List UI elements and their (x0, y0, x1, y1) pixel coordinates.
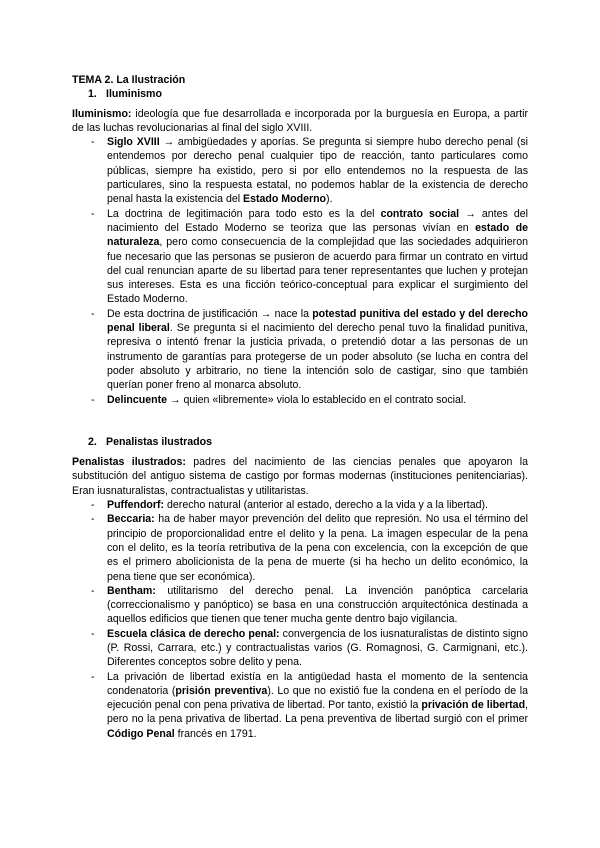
list-item (72, 307, 528, 393)
bullet-dash: - (91, 584, 95, 597)
item-text: ). Lo que no existió fue la condena en el período de la ejecución penal con pena privativa de libertad. Por tanto, existió la (107, 684, 528, 712)
bullet-dash: - (91, 207, 95, 220)
list-item (72, 512, 528, 583)
list-item (72, 627, 528, 670)
section-number: 1. (88, 88, 97, 101)
section-intro-paragraph (72, 107, 528, 136)
defined-term: Penalistas ilustrados: (72, 456, 186, 469)
section-intro-paragraph (72, 455, 528, 498)
bold-term: Bentham: (107, 584, 156, 597)
section-heading-iluminismo (72, 87, 528, 101)
item-text: . Se pregunta si el nacimiento del derecho penal tuvo la finalidad punitiva, represiva o intentó frenar la justicia privada, o pretendió dotar a las personas de un instrumento de garantías para protegerse de un poder absoluto (se lucha en contra del poder absoluto y arbitrario, no tiene la intención solo de castigar, sino que también querían poner freno al monarca absoluto. (107, 322, 528, 392)
bold-term: potestad punitiva del estado y del derecho penal liberal (107, 307, 529, 335)
item-text: utilitarismo del derecho penal. La invención panóptica carcelaria (correccionalismo y panóptico) se basa en una construcción arquitectónica destinada a aquellos edificios que tienen que tener mucha gente dentro bajo vigilancia. (107, 584, 528, 626)
item-text: → antes del nacimiento del Estado Moderno se teoriza que las personas vivían en (107, 207, 529, 234)
bullet-dash: - (91, 670, 95, 683)
bold-term: Puffendorf: (107, 499, 165, 512)
item-text: francés en 1791. (174, 727, 257, 740)
bold-term: Estado Moderno (243, 193, 327, 206)
bold-term: contrato social (380, 207, 460, 220)
item-text: , pero no la pena privativa de libertad. La pena preventiva de libertad surgió con el primer (107, 699, 528, 726)
list-item (72, 393, 528, 407)
item-text: convergencia de los iusnaturalistas de distinto signo (P. Rossi, Carrara, etc.) y contractualistas varios (G. Romagnosi, G. Carmignani, etc.). Diferentes conceptos sobre delito y pena. (107, 627, 528, 669)
bold-term: Beccaria: (107, 513, 155, 526)
section-number: 2. (88, 435, 97, 448)
item-text: De esta doctrina de justificación → nace la (107, 307, 313, 320)
bold-term: estado de naturaleza (107, 221, 528, 249)
bullet-dash: - (91, 627, 95, 640)
section-heading-penalistas (72, 435, 528, 449)
definition-text: padres del nacimiento de las ciencias penales que apoyaron la substitución del antiguo sistema de castigo por formas modernas (instituciones penitenciarias). Eran iusnaturalistas, contractualistas y utilitaristas. (72, 456, 528, 497)
item-text: La privación de libertad existía en la antigüedad hasta el momento de la sentencia condenatoria ( (107, 670, 528, 697)
bold-term: privación de libertad (421, 699, 526, 712)
bullet-dash: - (91, 513, 95, 526)
list-item (72, 498, 528, 512)
bullet-dash: - (91, 393, 95, 406)
bold-term: prisión preventiva (175, 684, 268, 697)
defined-term: Iluminismo: (72, 107, 132, 120)
bullet-list (72, 498, 528, 741)
bullet-list (72, 135, 528, 407)
item-text: ). (326, 193, 333, 206)
definition-text: ideología que fue desarrollada e incorporada por la burguesía en Europa, a partir de las luchas revolucionarias al final del siglo XVIII. (72, 107, 528, 134)
section-title: Iluminismo (106, 88, 162, 101)
item-text: La doctrina de legitimación para todo esto es la del (107, 207, 381, 220)
list-item (72, 670, 528, 741)
item-text: → quien «libremente» viola lo establecido en el contrato social. (167, 393, 467, 406)
section-penalistas (72, 435, 528, 741)
bold-term: Delincuente (107, 393, 168, 406)
item-text: derecho natural (anterior al estado, derecho a la vida y a la libertad). (164, 499, 488, 512)
bold-term: Siglo XVIII (107, 136, 160, 149)
list-item (72, 207, 528, 307)
list-item (72, 584, 528, 627)
bullet-dash: - (91, 136, 95, 149)
item-text: ha de haber mayor prevención del delito que represión. No usa el término del principio de proporcionalidad entre el delito y la pena. La imagen especular de la pena con el delito, es la teoría retributiva de la pena con excelencia, con la excepción de que es el primero abolicionista de la pena de muerte (si ha hecho un delito económico, la pena tiene que ser económica). (107, 513, 528, 583)
bullet-dash: - (91, 499, 95, 512)
bold-term: Código Penal (107, 727, 175, 740)
item-text: , pero como consecuencia de la complejidad que las sociedades adquirieron fue necesario que las personas se pusieron de acuerdo para firmar un contrato en virtud del cual renuncian aparte de su libertad para tener representantes que luchen y protejan sus intereses. Esta es una ficción teórico-conceptual para explicar el surgimiento del Estado Moderno. (107, 236, 528, 306)
document-title: TEMA 2. La Ilustración (72, 74, 186, 86)
bullet-dash: - (91, 307, 95, 320)
list-item (72, 135, 528, 206)
bold-term: Escuela clásica de derecho penal: (107, 627, 280, 640)
item-text: → ambigüedades y aporías. Se pregunta si siempre hubo derecho penal (si entendemos por derecho penal cualquier tipo de reacción, tanto particulares como públicas, siempre ha existido, pero si por ello entendemos no la respuesta de las particulares, sino la respuesta estatal, no podemos hablar de la existencia de derecho penal hasta la existencia del (107, 136, 529, 206)
section-title: Penalistas ilustrados (106, 435, 212, 448)
